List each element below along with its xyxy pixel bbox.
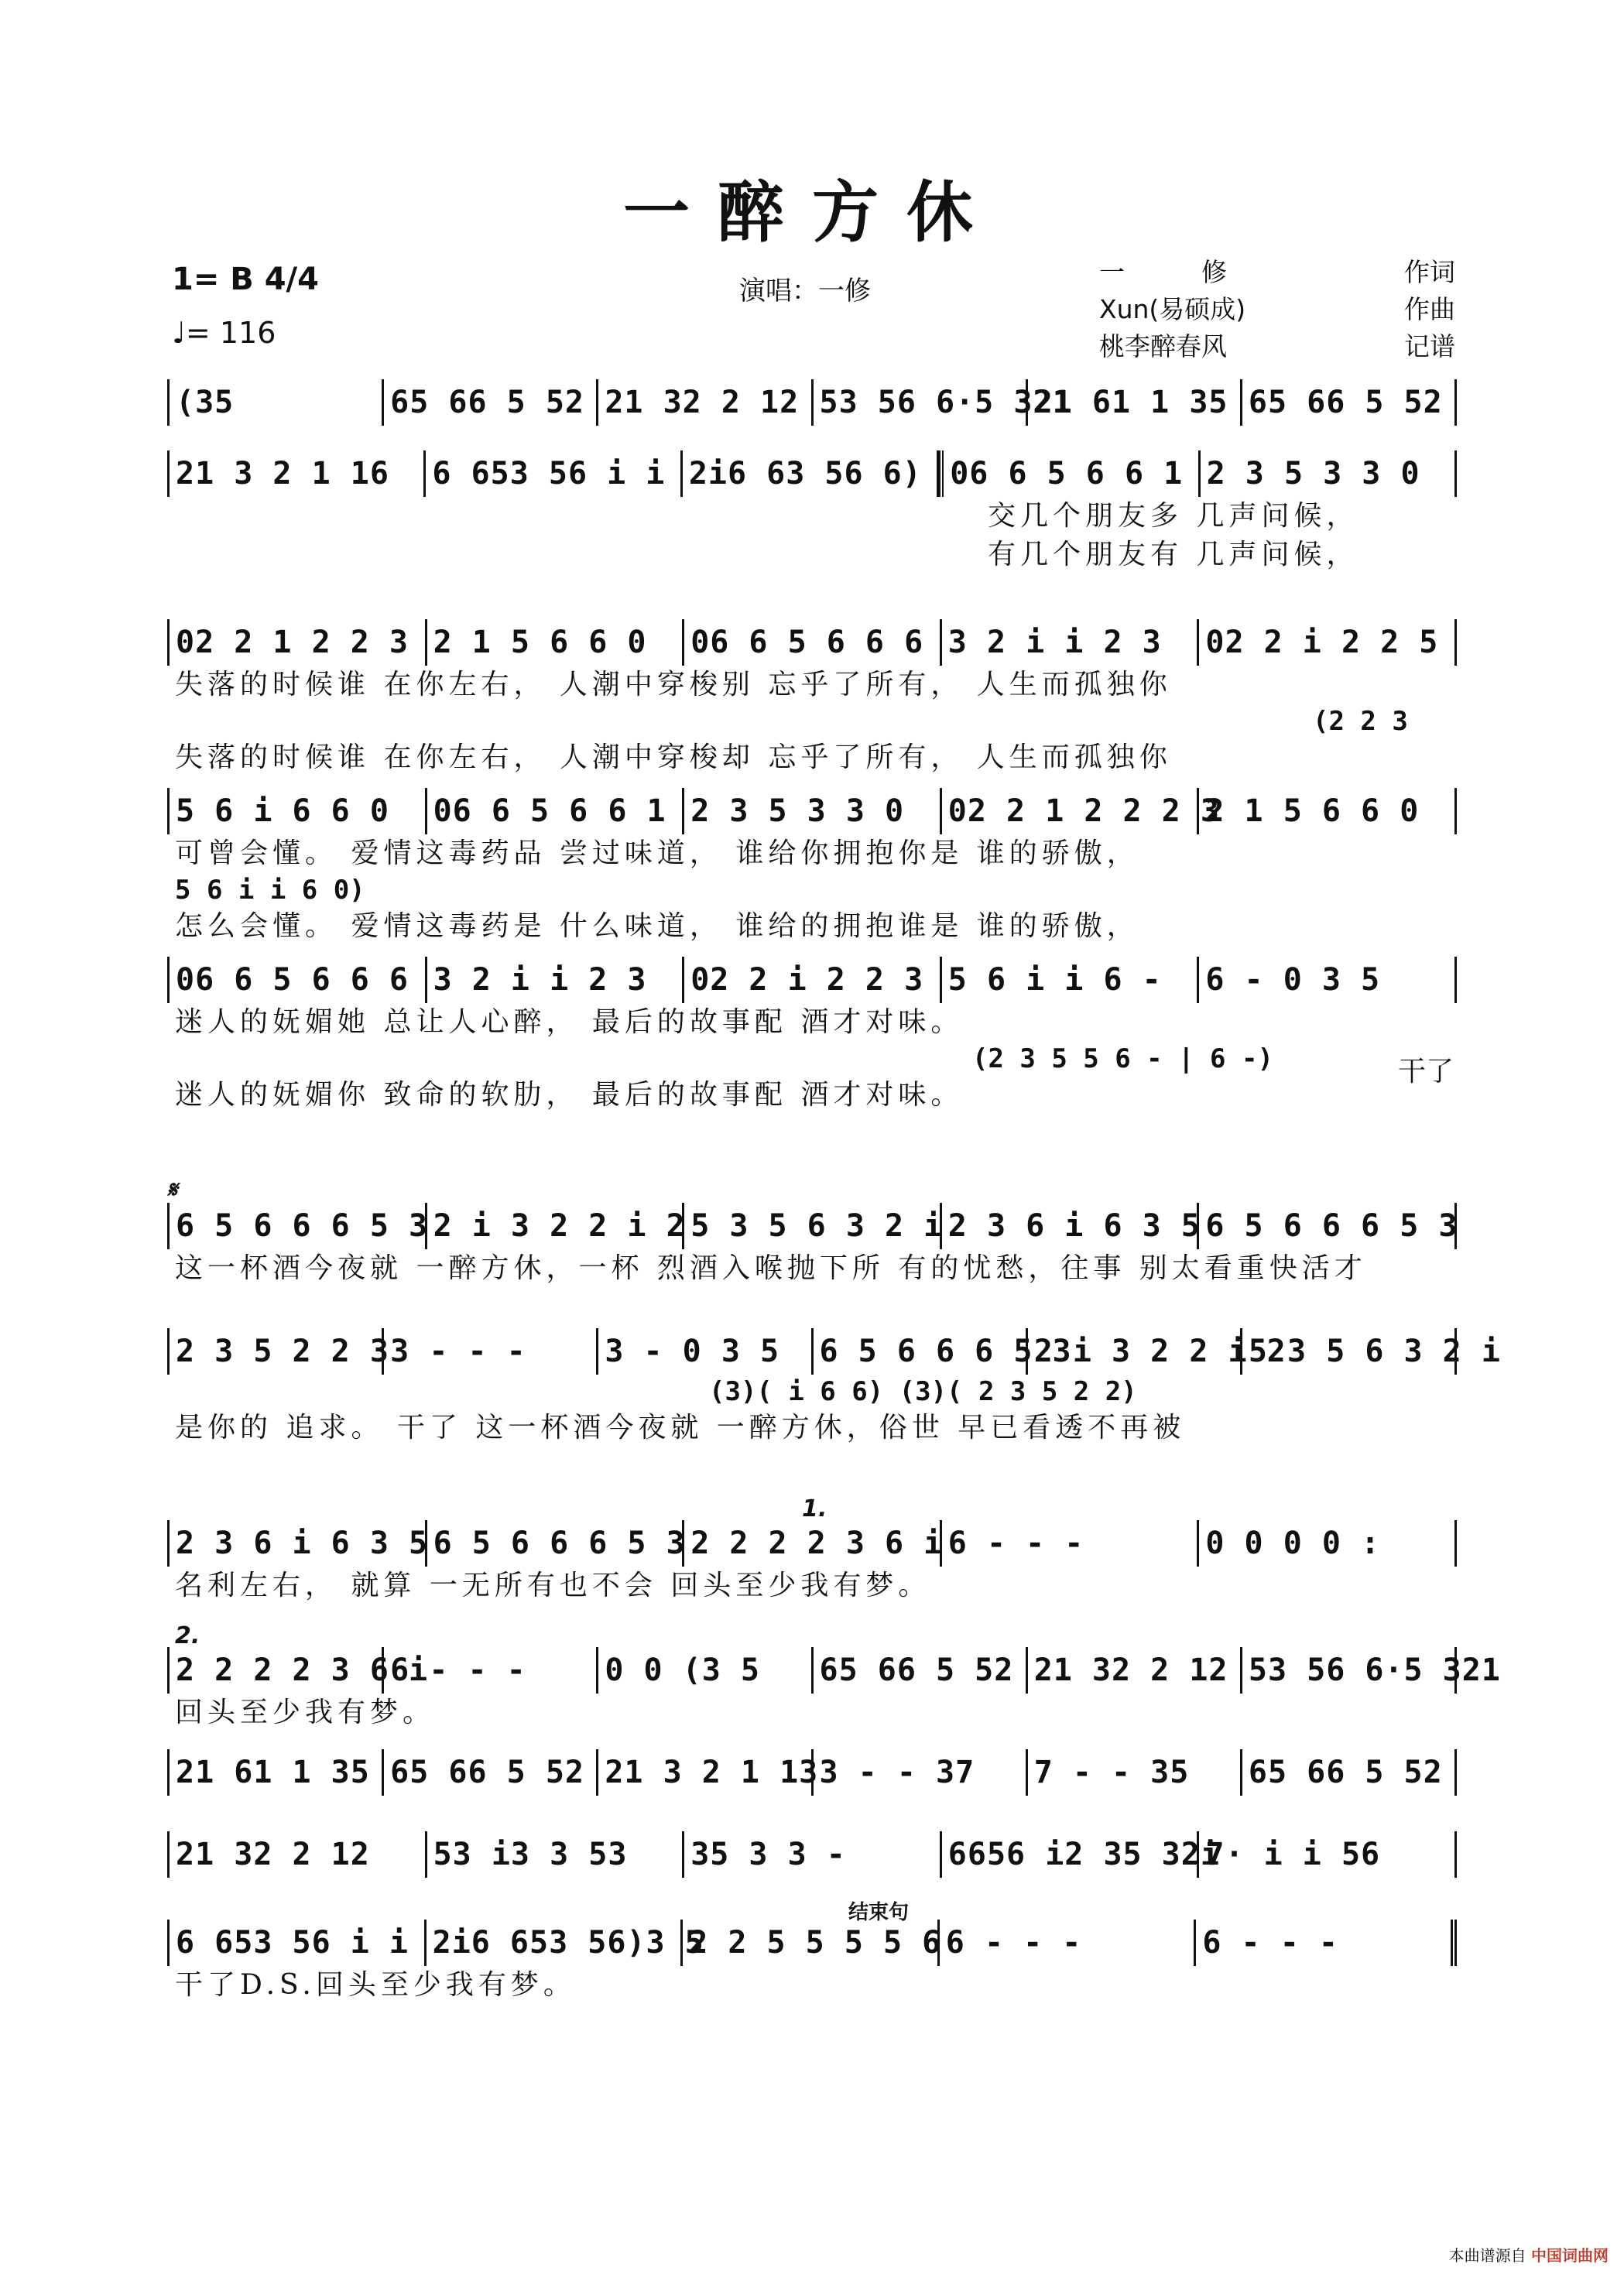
lyric-line: 交几个朋友多 几声问候， — [988, 500, 1359, 532]
coda-marker: 结束句 — [848, 1901, 910, 1924]
credit-name: Xun(易硕成) — [1099, 294, 1246, 324]
credit-role: 作曲 — [1404, 294, 1455, 324]
measure: 6 5 6 6 6 5 3 — [427, 1520, 685, 1567]
notes-line — [167, 1203, 1457, 1249]
lyric-line: 这一杯酒今夜就 一醉方休，一杯 烈酒入喉抛下所 有的忧愁，往事 别太看重快活才 — [175, 1252, 1367, 1284]
measure: 06 6 5 6 6 6 — [170, 957, 427, 1003]
volta-marker: 2. — [175, 1622, 200, 1649]
lyric-line: 怎么会懂。 爱情这毒药是 什么味道， 谁给的拥抱谁是 谁的骄傲， — [175, 910, 1139, 942]
lyric-line: 失落的时候谁 在你左右， 人潮中穿梭却 忘乎了所有， 人生而孤独你 — [175, 741, 1172, 773]
credit-name: 一 修 — [1099, 257, 1227, 287]
watermark-strip-left — [0, 0, 15, 2281]
score-row — [167, 1901, 1457, 2005]
singer-label: 演唱：一修 — [739, 276, 871, 307]
score-row — [167, 1495, 1457, 1605]
side-lyric: 干了 — [1398, 1056, 1454, 1087]
measure: 53 56 6·5 321 — [814, 379, 1028, 426]
credit-composer — [1099, 291, 1455, 328]
measure: 2 2 5 5 5 5 6 — [683, 1920, 940, 1966]
lyric-line: 可曾会懂。 爱情这毒药品 尝过味道， 谁给你拥抱你是 谁的骄傲， — [175, 837, 1139, 869]
key-signature: 1= B 4/4 — [172, 262, 319, 297]
measure: 0 0 0 0 : — [1199, 1520, 1457, 1567]
footer-brand: 中国词曲网 — [1531, 2246, 1609, 2265]
measure: 7· i i 56 — [1199, 1831, 1457, 1878]
measure: 3 - - - — [384, 1328, 598, 1375]
notes-line — [167, 450, 1457, 497]
credit-lyricist — [1099, 254, 1455, 291]
measure: 65 66 5 52 — [384, 379, 598, 426]
measure: 3 - - 37 — [814, 1749, 1028, 1796]
lyric-line: 迷人的妩媚你 致命的软肋， 最后的故事配 酒才对味。 — [175, 1079, 964, 1111]
measure: 5 6 i 6 6 0 — [170, 788, 427, 834]
score-row — [167, 1328, 1501, 1447]
measure: 6 653 56 i i — [426, 450, 682, 497]
measure: 02 2 i 2 2 3 — [684, 957, 942, 1003]
measure: 21 3 2 1 16 — [170, 450, 426, 497]
alternate-notes: (3)( i 6 6) (3)( 2 3 5 2 2) — [709, 1376, 1137, 1407]
measure: 53 i3 3 53 — [427, 1831, 685, 1878]
measure: 65 66 5 52 — [1242, 1749, 1457, 1796]
measure: 5 3 5 6 3 2 i — [684, 1203, 942, 1249]
measure: 65 66 5 52 — [384, 1749, 598, 1796]
score-row — [167, 788, 1457, 946]
measure: 21 32 2 12 — [1028, 1647, 1242, 1694]
measure: 02 2 1 2 2 2 3 — [942, 788, 1200, 834]
measure: 2 3 6 i 6 3 5 — [942, 1203, 1200, 1249]
measure: 6 - - - — [940, 1920, 1197, 1966]
measure: 21 32 2 12 — [170, 1831, 427, 1878]
tempo-marking: ♩= 116 — [172, 316, 276, 350]
measure: 6 - - - — [1196, 1920, 1457, 1966]
measure: 6 653 56 i i — [170, 1920, 427, 1966]
notes-line — [167, 1920, 1457, 1966]
footer-prefix: 本曲谱源自 — [1448, 2246, 1526, 2265]
footer-source — [1449, 2243, 1609, 2266]
measure: 2 3 5 3 3 0 — [684, 788, 942, 834]
score-row — [167, 957, 1457, 1115]
measure: 21 3 2 1 13 — [598, 1749, 813, 1796]
measure: 6 5 6 6 6 5 3 — [1199, 1203, 1457, 1249]
credit-role: 作词 — [1404, 257, 1455, 287]
measure: 6 - - - — [942, 1520, 1200, 1567]
credits-block — [1099, 254, 1455, 365]
measure: 3 2 i i 2 3 — [942, 619, 1200, 666]
measure: 65 66 5 52 — [814, 1647, 1028, 1694]
notes-line — [167, 788, 1457, 834]
credit-transcriber — [1099, 328, 1455, 365]
measure: 6 5 6 6 6 5 3 — [814, 1328, 1028, 1375]
measure: 2 3 5 2 2 3 — [170, 1328, 384, 1375]
notes-line — [167, 1749, 1457, 1796]
measure: 06 6 5 6 6 1 — [939, 450, 1200, 497]
song-title: 一醉方休 — [623, 173, 1001, 252]
measure: 0 0 (3 5 — [598, 1647, 813, 1694]
measure: 2 1 5 6 6 0 — [427, 619, 685, 666]
measure: 5 6 i i 6 - — [942, 957, 1200, 1003]
measure: 2 1 5 6 6 0 — [1199, 788, 1457, 834]
measure: 6656 i2 35 32i — [942, 1831, 1200, 1878]
measure: 5 3 5 6 3 2 i — [1242, 1328, 1457, 1375]
measure: 53 56 6·5 321 — [1242, 1647, 1457, 1694]
measure: 6 5 6 6 6 5 3 — [170, 1203, 427, 1249]
measure: 3 2 i i 2 3 — [427, 957, 685, 1003]
notes-line — [167, 1520, 1457, 1567]
measure: 6 - 0 3 5 — [1199, 957, 1457, 1003]
measure: 02 2 1 2 2 3 — [170, 619, 427, 666]
measure: 2 2 2 2 3 6 i — [170, 1647, 384, 1694]
measure: 06 6 5 6 6 6 — [684, 619, 942, 666]
measure: 2 3 5 3 3 0 — [1201, 450, 1457, 497]
measure: 35 3 3 - — [684, 1831, 942, 1878]
notes-line — [167, 379, 1457, 426]
score-row — [167, 379, 1457, 426]
score-row — [167, 1622, 1501, 1732]
score-row — [167, 1749, 1457, 1796]
lyric-line: 失落的时候谁 在你左右， 人潮中穿梭别 忘乎了所有， 人生而孤独你 — [175, 669, 1172, 700]
measure: (35 — [170, 379, 384, 426]
watermark-strip-right — [1609, 0, 1624, 2281]
alternate-notes: (2 2 3 — [1313, 706, 1408, 737]
measure: 2 i 3 2 2 i 2 — [427, 1203, 685, 1249]
lyric-line: 回头至少我有梦。 — [175, 1697, 436, 1728]
measure: 3 - 0 3 5 — [598, 1328, 813, 1375]
measure: 2i6 653 56)3 5 — [427, 1920, 684, 1966]
measure: 6 - - - — [384, 1647, 598, 1694]
score-row — [167, 450, 1457, 574]
notes-line — [167, 957, 1457, 1003]
alternate-notes: (2 3 5 5 6 - | 6 -) — [972, 1043, 1273, 1074]
measure: 2i6 63 56 6) — [683, 450, 939, 497]
measure: 21 61 1 35 — [1028, 379, 1242, 426]
notes-line — [167, 1831, 1457, 1878]
measure: 7 - - 35 — [1028, 1749, 1242, 1796]
credit-role: 记谱 — [1404, 331, 1455, 361]
measure: 2 3 6 i 6 3 5 — [170, 1520, 427, 1567]
measure: 2 2 2 2 3 6 i — [684, 1520, 942, 1567]
alternate-notes: 5 6 i i 6 0) — [175, 875, 365, 906]
volta-marker: 1. — [802, 1495, 827, 1522]
lyric-line: 名利左右， 就算 一无所有也不会 回头至少我有梦。 — [175, 1570, 931, 1601]
lyric-line: 有几个朋友有 几声问候， — [988, 539, 1359, 570]
notes-line — [167, 1647, 1501, 1694]
measure: 21 61 1 35 — [170, 1749, 384, 1796]
credit-name: 桃李醉春风 — [1099, 331, 1227, 361]
measure: 2 i 3 2 2 i 2 — [1028, 1328, 1242, 1375]
measure: 65 66 5 52 — [1242, 379, 1457, 426]
notes-line — [167, 619, 1457, 666]
measure: 02 2 i 2 2 5 — [1199, 619, 1457, 666]
lyric-line: 干了D.S.回头至少我有梦。 — [175, 1969, 576, 2001]
measure: 21 32 2 12 — [598, 379, 813, 426]
lyric-line: 是你的 追求。 干了 这一杯酒今夜就 一醉方休，俗世 早已看透不再被 — [175, 1412, 1186, 1444]
score-row — [167, 619, 1457, 777]
segno-marker: 𝄋 — [167, 1176, 177, 1204]
notes-line — [167, 1328, 1501, 1375]
score-row — [167, 1831, 1457, 1878]
measure: 06 6 5 6 6 1 — [427, 788, 685, 834]
lyric-line: 迷人的妩媚她 总让人心醉， 最后的故事配 酒才对味。 — [175, 1006, 964, 1038]
score-row — [167, 1176, 1458, 1288]
